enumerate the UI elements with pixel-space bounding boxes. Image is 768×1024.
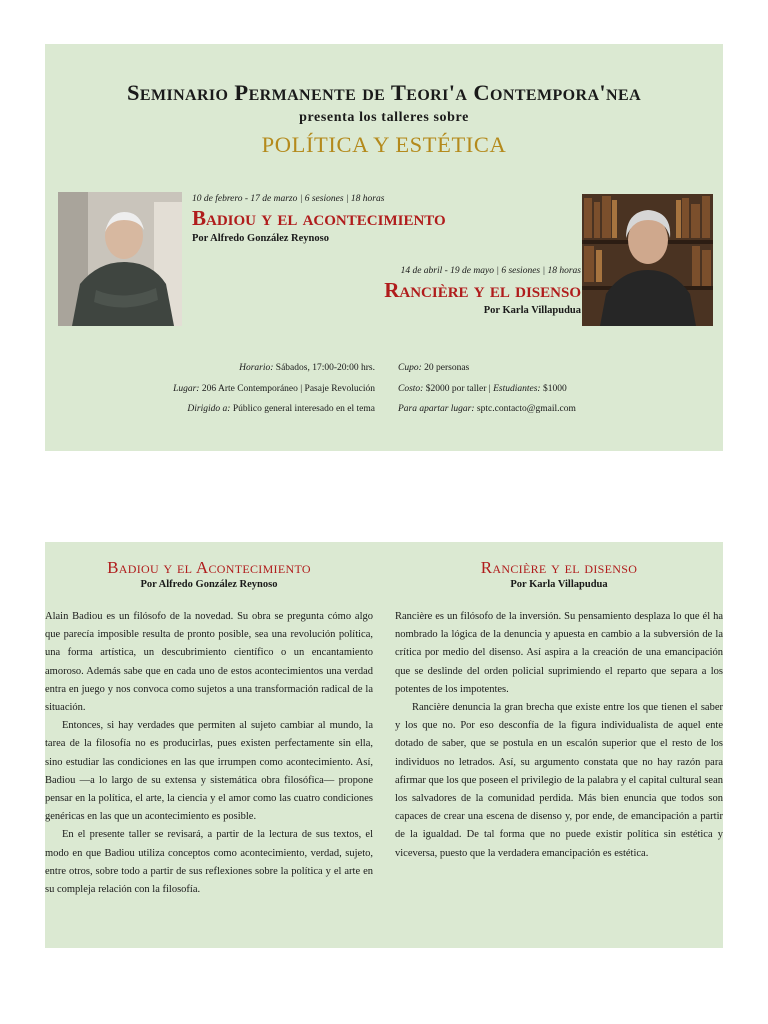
course2-dates: 14 de abril - 19 de mayo | 6 sesiones | 18 horas (400, 266, 581, 276)
ranciere-section-author: Por Karla Villapudua (510, 579, 608, 590)
badiou-section-title: Badiou y el Acontecimiento (107, 558, 311, 577)
course1-dates: 10 de febrero - 17 de marzo | 6 sesiones | 18 horas (192, 194, 385, 204)
badiou-paragraph: En el presente taller se revisará, a partir de la lectura de sus textos, el modo en que Badiou utiliza conceptos como acontecimiento, verdad, sujeto, entre otros, sobre todo a partir de sus reflexiones sobre la política y el arte en su compleja relación con la filosofía. (45, 829, 373, 896)
badiou-section-body (45, 608, 373, 899)
seminar-title: Seminario Permanente de Teori'a Contempora'nea (126, 80, 642, 105)
ranciere-section-title: Rancière y el disenso (480, 558, 638, 577)
descriptions-panel (45, 542, 723, 948)
info-left (173, 358, 375, 420)
badiou-photo (58, 192, 182, 326)
contact-email: sptc.contacto@gmail.com (476, 404, 576, 414)
badiou-paragraph: Alain Badiou es un filósofo de la novedad. Su obra se pregunta cómo algo que parecía imposible resulta de pronto posible, sea una revolución política, una forma artística, un descubrimiento científico o un encantamiento amoroso. Además sabe que en cada uno de estos acontecimientos una verdad entra en juego y nos convoca como sujetos a una transformación radical de la situación. (45, 611, 373, 714)
info-costo: Costo: $2000 por taller | Estudiantes: $1000 (398, 383, 567, 394)
ranciere-paragraph: Rancière es un filósofo de la inversión. Su pensamiento desplaza lo que él ha nombrado la lógica de la denuncia y apuesta en cambio a la subversión de la crítica por medio del disenso. Así aspira a la creación de una emancipación que se deslinde del orden policial suprimiendo el reparto que separa a los potentes de los impotentes. (395, 611, 723, 695)
course2-author: Por Karla Villapudua (483, 305, 581, 316)
theme-title: POLÍTICA Y ESTÉTICA (261, 132, 507, 157)
badiou-section-author: Por Alfredo González Reynoso (140, 579, 278, 590)
course2-title: Rancière y el disenso (384, 278, 581, 302)
flyer-panel (45, 44, 723, 451)
presenta-subtitle: presenta los talleres sobre (299, 110, 469, 125)
info-dirigido: Dirigido a: Público general interesado en el tema (187, 404, 375, 414)
info-horario: Horario: Sábados, 17:00-20:00 hrs. (239, 363, 375, 373)
ranciere-section-body (395, 608, 723, 863)
info-cupo: Cupo: 20 personas (398, 363, 470, 373)
course1-author: Por Alfredo González Reynoso (192, 233, 329, 244)
ranciere-paragraph: Rancière denuncia la gran brecha que existe entre los que tienen el saber y los que no. Por eso desconfía de la figura individualista de aquel ente dotado de saber, que se postula en un escalón superior que el resto de los individuos no letrados. Así, su argumento constata que no hay razón para afirmar que los que poseen el privilegio de la palabra y el capital cultural sean los salvadores de la comunidad perdida. Más bien enuncia que todos son capaces de crear una escena de disenso y, por ende, de emancipación a partir de la igualdad. De tal forma que no puede existir política sin estética y viceversa, puesto que la verdadera emancipación es estética. (395, 702, 723, 859)
badiou-paragraph: Entonces, si hay verdades que permiten al sujeto cambiar al mundo, la tarea de la filosofía no es producirlas, pues existen perfectamente sin ella, sino estudiar las condiciones en las que irrumpen como acontecimiento. Así, Badiou —a lo largo de su extensa y sistemática obra filosófica— propone pensar en la política, el arte, la ciencia y el amor como las cuatro condiciones genéricas en las que un acontecimiento es posible. (45, 720, 373, 823)
info-right (398, 358, 576, 420)
course1-title: Badiou y el acontecimiento (192, 206, 446, 230)
info-apartar: Para apartar lugar: sptc.contacto@gmail.com (398, 404, 576, 414)
ranciere-photo (582, 194, 713, 326)
info-lugar: Lugar: 206 Arte Contemporáneo | Pasaje Revolución (173, 383, 375, 394)
